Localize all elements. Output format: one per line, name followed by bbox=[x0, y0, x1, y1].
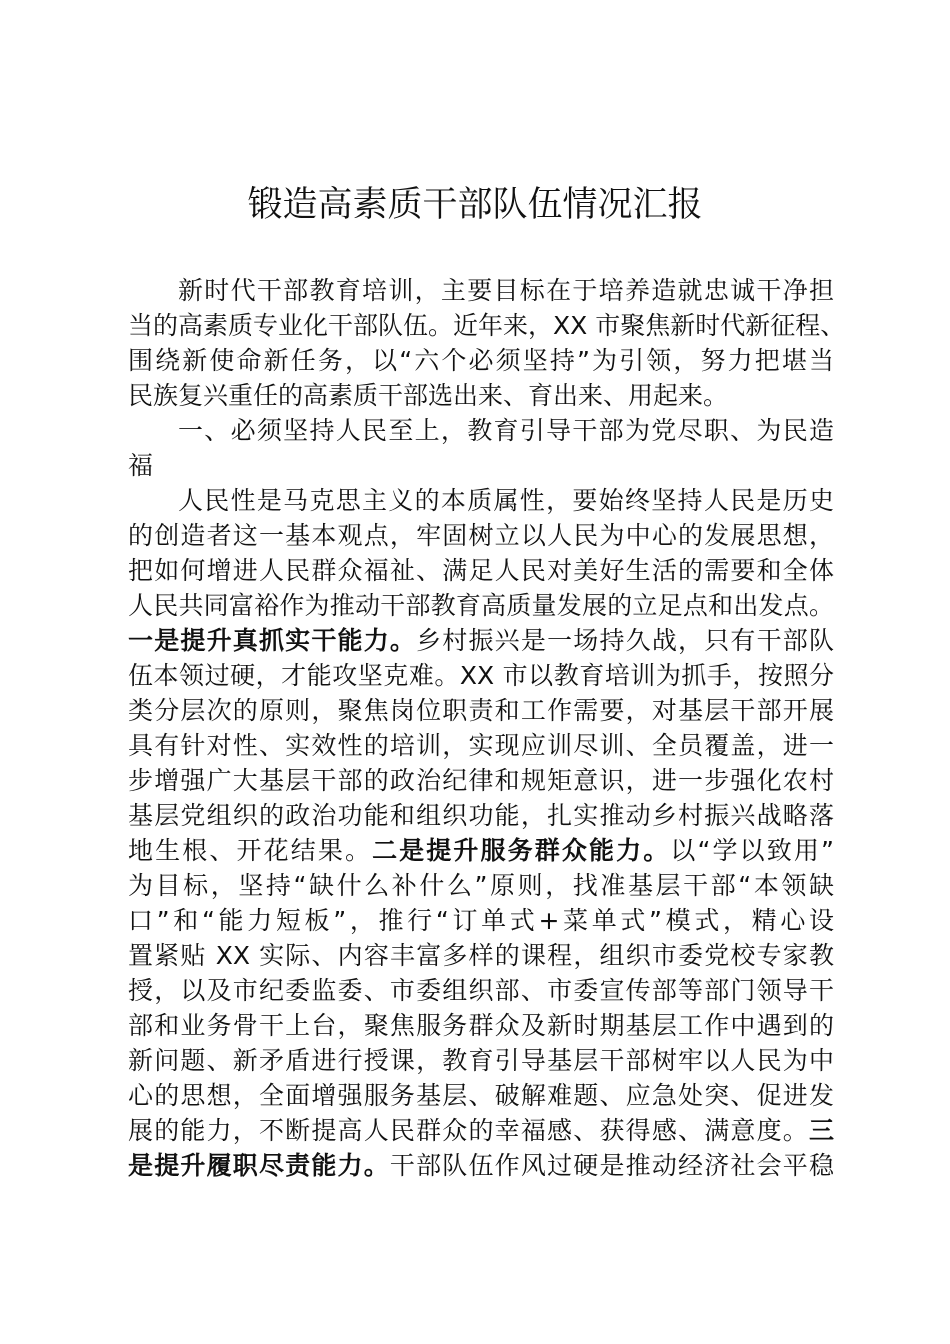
body-text-segment: 口”和“能力短板”，推行“订单式+菜单式”模式，精心设 bbox=[128, 906, 834, 935]
text-line bbox=[128, 448, 834, 483]
text-line bbox=[128, 553, 834, 588]
bold-heading-text: 二是提升服务群众能力。 bbox=[372, 836, 671, 865]
body-text-segment: 的创造者这一基本观点，牢固树立以人民为中心的发展思想， bbox=[128, 521, 834, 550]
text-line bbox=[128, 413, 834, 448]
text-line bbox=[128, 1148, 834, 1183]
document-body bbox=[128, 273, 846, 1183]
bold-heading-text: 是提升履职尽责能力。 bbox=[128, 1151, 390, 1180]
text-line bbox=[128, 1043, 834, 1078]
body-text-segment: 干部队伍作风过硬是推动经济社会平稳 bbox=[389, 1151, 834, 1180]
text-line bbox=[128, 518, 834, 553]
body-text-segment: 展的能力，不断提高人民群众的幸福感、获得感、满意度。 bbox=[128, 1116, 809, 1145]
body-text-segment: 伍本领过硬，才能攻坚克难。XX 市以教育培训为抓手，按照分 bbox=[128, 661, 834, 690]
text-line bbox=[128, 693, 834, 728]
body-text-segment: 置紧贴 XX 实际、内容丰富多样的课程，组织市委党校专家教 bbox=[128, 941, 834, 970]
body-text-segment: 福 bbox=[128, 451, 154, 480]
text-line bbox=[128, 588, 834, 623]
body-text-segment: 当的高素质专业化干部队伍。近年来，XX 市聚焦新时代新征程、 bbox=[128, 311, 846, 340]
body-text-segment: 把如何增进人民群众福祉、满足人民对美好生活的需要和全体 bbox=[128, 556, 834, 585]
text-line bbox=[128, 378, 834, 413]
body-text-segment: 授，以及市纪委监委、市委组织部、市委宣传部等部门领导干 bbox=[128, 976, 834, 1005]
document-title: 锻造高素质干部队伍情况汇报 bbox=[247, 185, 703, 225]
text-line bbox=[128, 973, 834, 1008]
body-text-segment: 新时代干部教育培训，主要目标在于培养造就忠诚干净担 bbox=[178, 276, 834, 305]
body-text-segment: 人民共同富裕作为推动干部教育高质量发展的立足点和出发点。 bbox=[128, 591, 834, 620]
body-text-segment: 部和业务骨干上台，聚焦服务群众及新时期基层工作中遇到的 bbox=[128, 1011, 834, 1040]
text-line bbox=[128, 763, 834, 798]
text-line bbox=[128, 273, 834, 308]
body-text-segment: 新问题、新矛盾进行授课，教育引导基层干部树牢以人民为中 bbox=[128, 1046, 834, 1075]
body-text-segment: 类分层次的原则，聚焦岗位职责和工作需要，对基层干部开展 bbox=[128, 696, 834, 725]
body-text-segment: 心的思想，全面增强服务基层、破解难题、应急处突、促进发 bbox=[128, 1081, 834, 1110]
body-text-segment: 以“学以致用” bbox=[670, 836, 834, 865]
body-text-segment: 地生根、开花结果。 bbox=[128, 836, 373, 865]
text-line bbox=[128, 308, 846, 343]
text-line bbox=[128, 833, 834, 868]
body-text-segment: 步增强广大基层干部的政治纪律和规矩意识，进一步强化农村 bbox=[128, 766, 834, 795]
body-text-segment: 基层党组织的政治功能和组织功能，扎实推动乡村振兴战略落 bbox=[128, 801, 834, 830]
body-text-segment: 具有针对性、实效性的培训，实现应训尽训、全员覆盖，进一 bbox=[128, 731, 834, 760]
text-line bbox=[128, 938, 834, 973]
text-line bbox=[128, 798, 834, 833]
text-line bbox=[128, 483, 834, 518]
text-line bbox=[128, 343, 834, 378]
body-text-segment: 为目标，坚持“缺什么补什么”原则，找准基层干部“本领缺 bbox=[128, 871, 834, 900]
text-line bbox=[128, 658, 834, 693]
text-line bbox=[128, 868, 834, 903]
bold-heading-text: 三 bbox=[808, 1116, 834, 1145]
text-line bbox=[128, 1113, 834, 1148]
bold-heading-text: 一是提升真抓实干能力。 bbox=[128, 626, 417, 655]
text-line bbox=[128, 903, 834, 938]
body-text-segment: 围绕新使命新任务，以“六个必须坚持”为引领，努力把堪当 bbox=[128, 346, 834, 375]
text-line bbox=[128, 1008, 834, 1043]
body-text-segment: 民族复兴重任的高素质干部选出来、育出来、用起来。 bbox=[128, 381, 729, 410]
text-line bbox=[128, 623, 834, 658]
body-text-segment: 人民性是马克思主义的本质属性，要始终坚持人民是历史 bbox=[178, 486, 834, 515]
body-text-segment: 一、必须坚持人民至上，教育引导干部为党尽职、为民造 bbox=[178, 416, 834, 445]
body-text-segment: 乡村振兴是一场持久战，只有干部队 bbox=[416, 626, 834, 655]
text-line bbox=[128, 728, 834, 763]
text-line bbox=[128, 1078, 834, 1113]
